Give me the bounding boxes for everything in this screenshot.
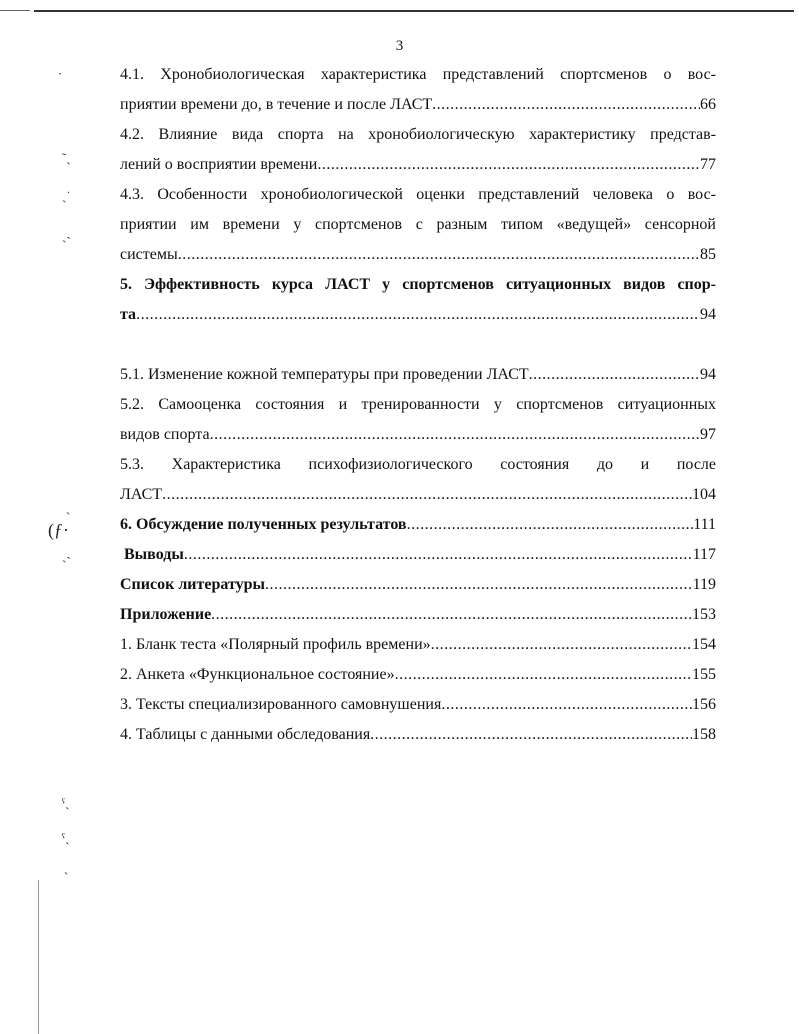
toc-entry-5-3-line2 bbox=[120, 480, 716, 510]
scan-mark: ˁˎ bbox=[62, 795, 70, 810]
toc-page-number: 94 bbox=[700, 366, 716, 383]
toc-entry-appendix-4 bbox=[120, 720, 716, 750]
dot-leader bbox=[407, 510, 694, 540]
dot-leader bbox=[178, 240, 700, 270]
top-rule-short bbox=[0, 10, 30, 11]
toc-entry-title: 5.1. Изменение кожной температуры при проведении ЛАСТ bbox=[120, 366, 529, 383]
toc-page-number: 66 bbox=[700, 96, 716, 113]
dot-leader bbox=[370, 720, 692, 750]
toc-entry-5-1 bbox=[120, 360, 716, 390]
top-rule bbox=[34, 10, 794, 12]
toc-entry-6 bbox=[120, 510, 716, 540]
toc-page-number: 77 bbox=[700, 156, 716, 173]
toc-page-number: 117 bbox=[692, 546, 716, 563]
toc-page-number: 154 bbox=[692, 636, 716, 653]
toc-entry-5-line1: 5. Эффективность курса ЛАСТ у спортсменов ситуационных видов спор- bbox=[120, 276, 716, 293]
toc-entry-title: 2. Анкета «Функциональное состояние» bbox=[120, 666, 395, 683]
toc-entry-title: лений о восприятии времени bbox=[120, 156, 318, 173]
toc-entry-title: приятии времени до, в течение и после ЛАСТ bbox=[120, 96, 433, 113]
toc-page-number: 119 bbox=[692, 576, 716, 593]
toc-entry-5-2-line1: 5.2. Самооценка состояния и тренированности у спортсменов ситуационных bbox=[120, 396, 716, 413]
dot-leader bbox=[395, 660, 692, 690]
toc-entry-appendix-3 bbox=[120, 690, 716, 720]
toc-entry-4-1-line2 bbox=[120, 90, 716, 120]
toc-entry-title: 3. Тексты специализированного самовнушения bbox=[120, 696, 442, 713]
scan-mark: ˁˏ bbox=[62, 830, 70, 845]
scan-mark: ˜ˎ bbox=[62, 150, 71, 165]
dot-leader bbox=[317, 150, 700, 180]
toc-page-number: 111 bbox=[693, 516, 716, 533]
toc-entry-appendix-2 bbox=[120, 660, 716, 690]
scan-mark: ˎ bbox=[64, 860, 69, 875]
scan-mark: ˎ˴ bbox=[62, 548, 71, 563]
toc-entry-4-3-line2: приятии им времени у спортсменов с разным типом «ведущей» сенсорной bbox=[120, 216, 716, 233]
toc-entry-5-2-line2 bbox=[120, 420, 716, 450]
toc-entry-4-3-line3 bbox=[120, 240, 716, 270]
dot-leader bbox=[529, 360, 700, 390]
dot-leader bbox=[184, 540, 693, 570]
scan-mark: ˎ˙ bbox=[62, 188, 71, 203]
scan-mark: ˏ bbox=[66, 500, 71, 515]
page-number: 3 bbox=[395, 38, 404, 54]
toc-page-number: 156 bbox=[692, 696, 716, 713]
toc-entry-title: 4. Таблицы с данными обследования bbox=[120, 726, 371, 743]
dot-leader bbox=[162, 480, 692, 510]
toc-page-number: 94 bbox=[700, 306, 716, 323]
toc-entry-title: системы bbox=[120, 246, 178, 263]
dot-leader bbox=[210, 420, 700, 450]
scan-mark: (ƒ· bbox=[48, 520, 69, 540]
toc-entry-4-2-line2 bbox=[120, 150, 716, 180]
dot-leader bbox=[441, 690, 692, 720]
toc-entry-5-3-line1: 5.3. Характеристика психофизиологического состояния до и после bbox=[120, 456, 716, 473]
toc-entry-appendix-1 bbox=[120, 630, 716, 660]
toc-entry-5-line2 bbox=[120, 300, 716, 330]
toc-entry-title: 6. Обсуждение полученных результатов bbox=[120, 516, 407, 533]
spacer bbox=[120, 330, 716, 360]
toc-entry-title: видов спорта bbox=[120, 426, 210, 443]
dot-leader bbox=[265, 570, 693, 600]
scan-mark: ˏ˴ bbox=[62, 228, 71, 243]
toc-entry-title: Список литературы bbox=[120, 576, 265, 593]
toc-entry-references bbox=[120, 570, 716, 600]
toc-entry-title: 1. Бланк теста «Полярный профиль времени» bbox=[120, 636, 431, 653]
toc-page-number: 85 bbox=[700, 246, 716, 263]
toc-page-number: 155 bbox=[692, 666, 716, 683]
scan-mark: · bbox=[58, 66, 63, 81]
toc-entry-title: ЛАСТ bbox=[120, 486, 163, 503]
table-of-contents bbox=[120, 60, 716, 750]
left-border bbox=[38, 880, 39, 1034]
toc-entry-title: Приложение bbox=[120, 606, 212, 623]
dot-leader bbox=[432, 90, 700, 120]
dot-leader bbox=[211, 600, 692, 630]
toc-entry-title: Выводы bbox=[124, 546, 184, 563]
dot-leader bbox=[136, 300, 700, 330]
toc-entry-4-1-line1: 4.1. Хронобиологическая характеристика представлений спортсменов о вос- bbox=[120, 66, 716, 83]
toc-entry-conclusions bbox=[120, 540, 716, 570]
toc-entry-title: та bbox=[120, 306, 137, 323]
toc-page-number: 97 bbox=[700, 426, 716, 443]
toc-entry-4-2-line1: 4.2. Влияние вида спорта на хронобиологическую характеристику представ- bbox=[120, 126, 716, 143]
toc-entry-4-3-line1: 4.3. Особенности хронобиологической оценки представлений человека о вос- bbox=[120, 186, 716, 203]
toc-entry-appendix bbox=[120, 600, 716, 630]
toc-page-number: 104 bbox=[692, 486, 716, 503]
toc-page-number: 153 bbox=[692, 606, 716, 623]
toc-page-number: 158 bbox=[692, 726, 716, 743]
dot-leader bbox=[431, 630, 692, 660]
